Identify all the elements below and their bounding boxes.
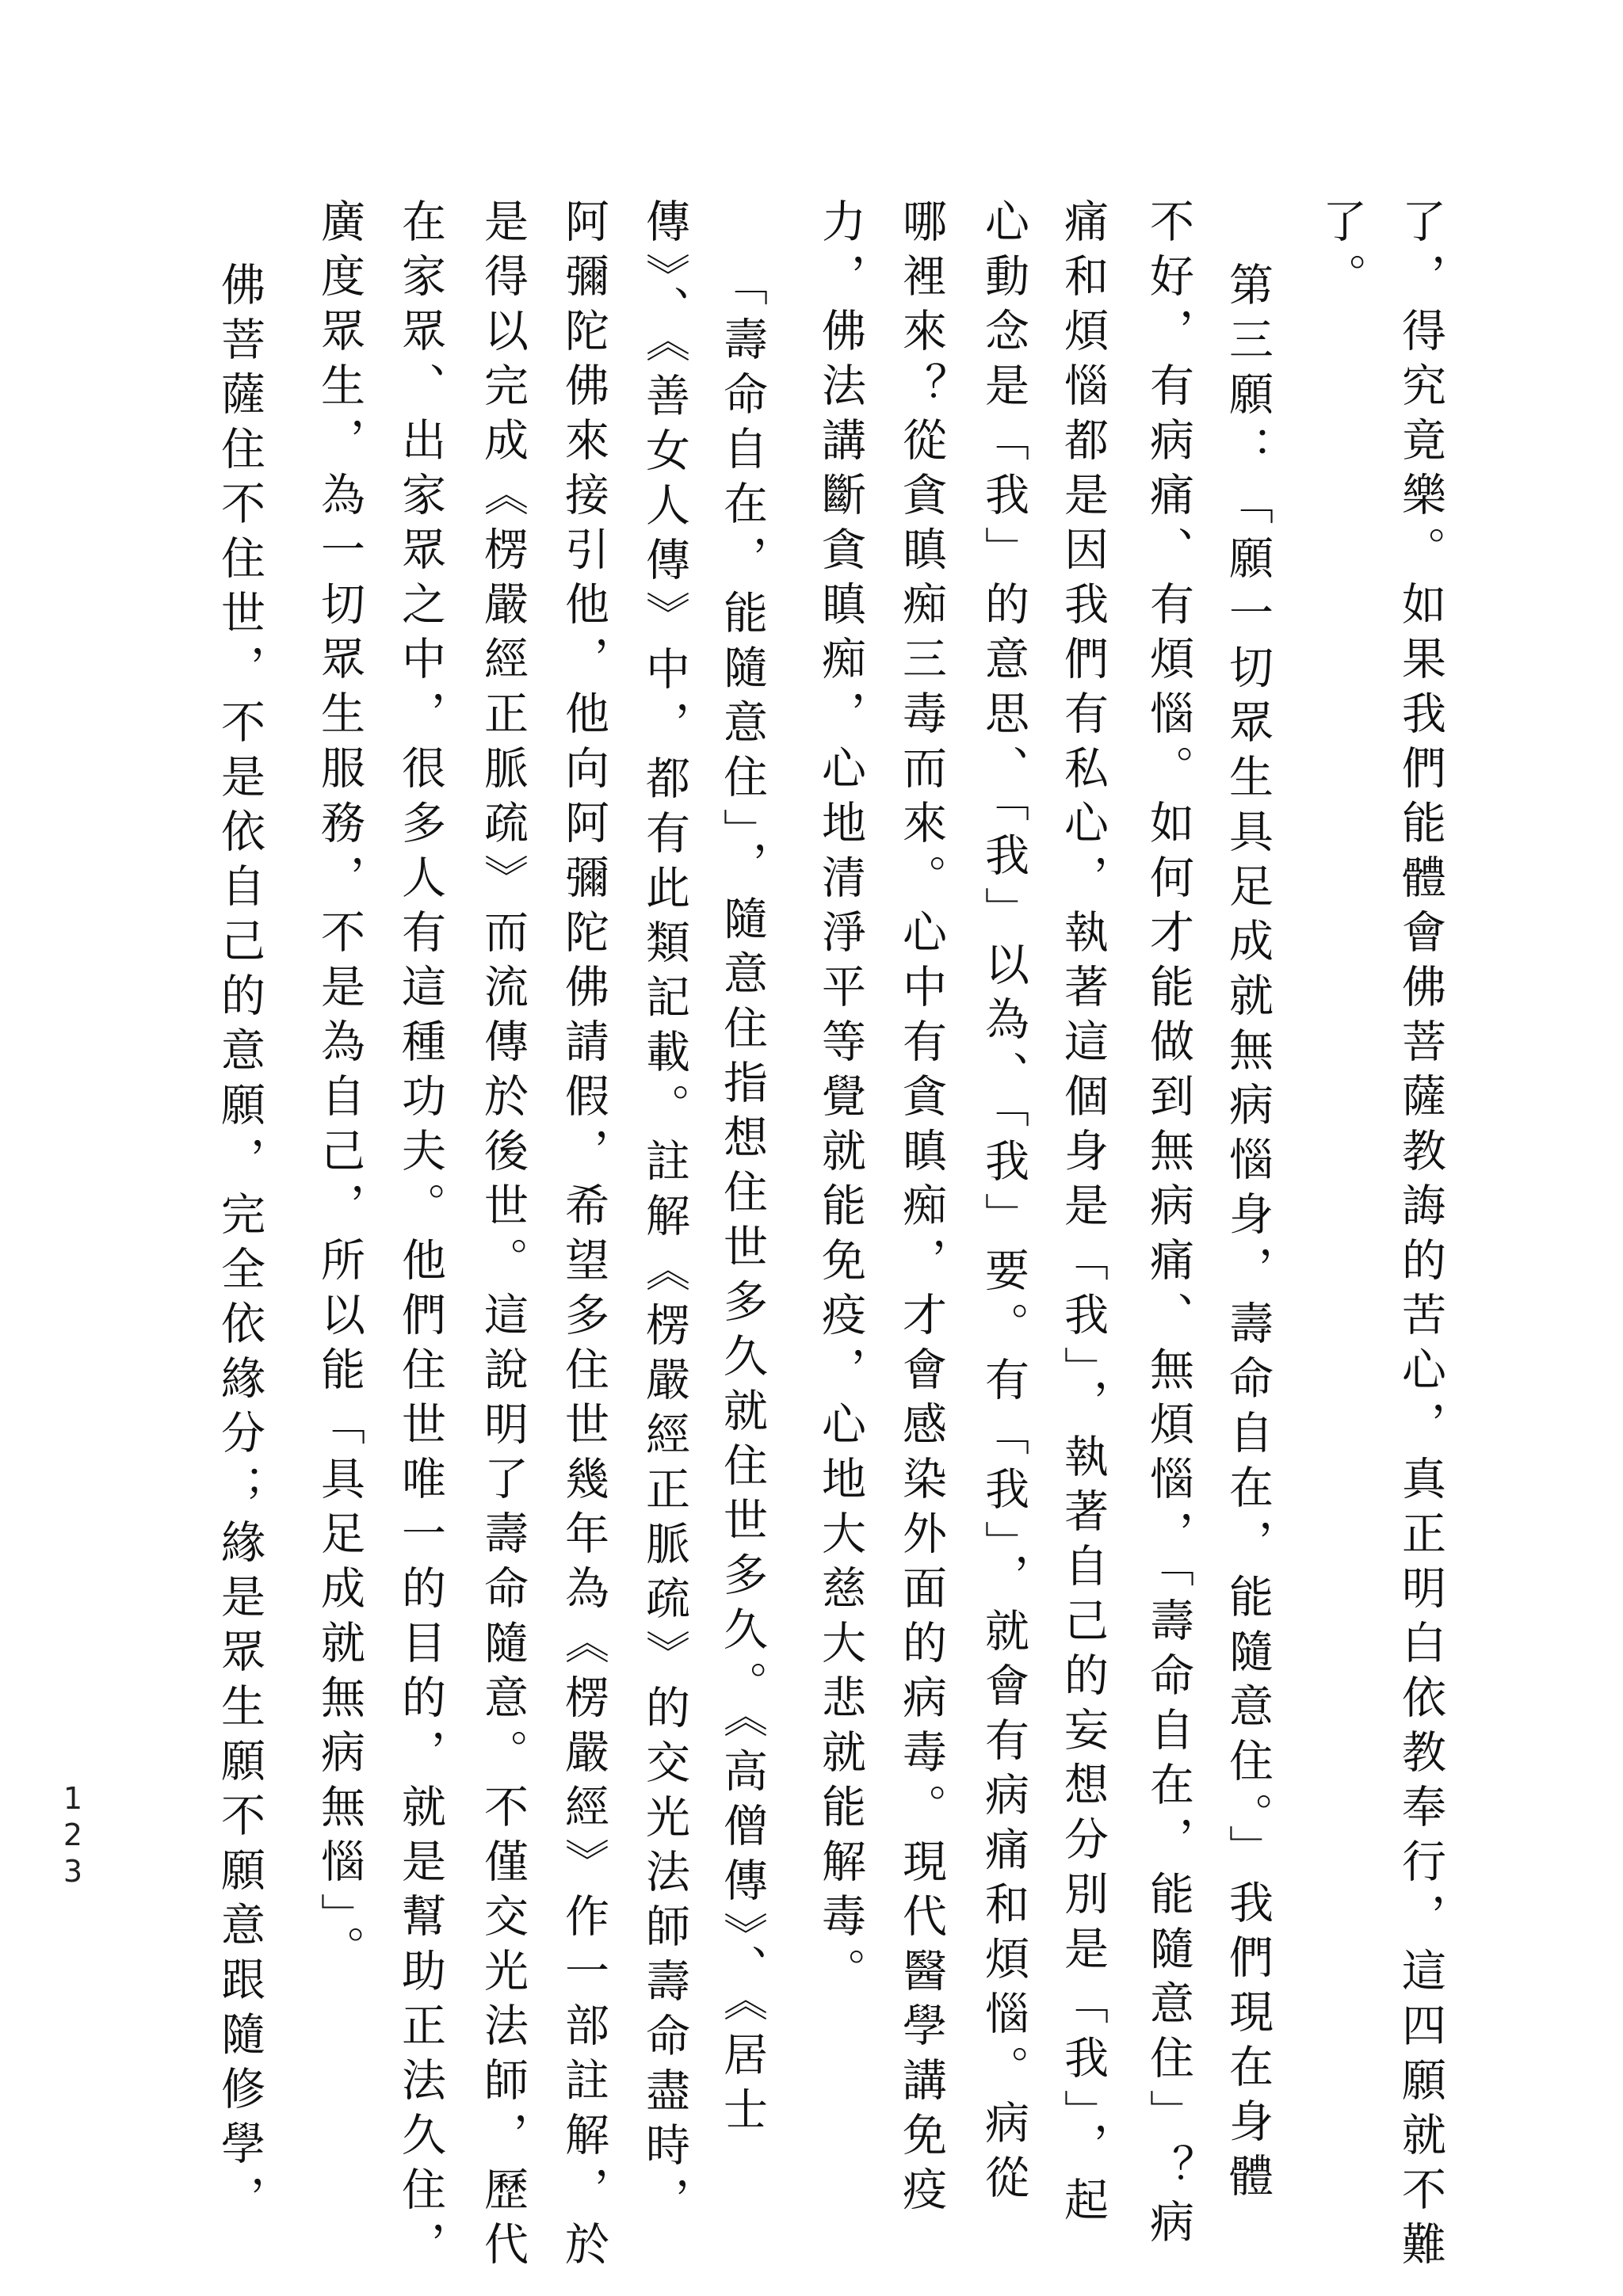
text-column: 傳》、《善女人傳》中，都有此類記載。註解《楞嚴經正脈疏》的交光法師壽命盡時， (639, 198, 690, 2231)
text-column: 不好，有病痛、有煩惱。如何才能做到無病痛、無煩惱，「壽命自在，能隨意住」？病 (1143, 198, 1194, 2253)
page-number: 123 (55, 1781, 90, 1890)
text-column: 痛和煩惱都是因我們有私心，執著這個身是「我」，執著自己的妄想分別是「我」，起 (1057, 198, 1109, 2231)
text-column: 「壽命自在，能隨意住」，隨意住指想住世多久就住世多久。《高僧傳》、《居士 (716, 261, 768, 2141)
text-column: 第三願：「願一切眾生具足成就無病惱身，壽命自在，能隨意住。」我們現在身體 (1222, 261, 1274, 2207)
text-column: 佛菩薩住不住世，不是依自己的意願，完全依緣分；緣是眾生願不願意跟隨修學， (214, 261, 265, 2229)
text-column: 廣度眾生，為一切眾生服務，不是為自己，所以能「具足成就無病無惱」。 (314, 198, 365, 1980)
text-column: 哪裡來？從貪瞋痴三毒而來。心中有貪瞋痴，才會感染外面的病毒。現代醫學講免疫 (896, 198, 947, 2221)
text-column: 心動念是「我」的意思、「我」以為、「我」要。有「我」，就會有病痛和煩惱。病從 (978, 198, 1029, 2209)
text-column: 在家眾、出家眾之中，很多人有這種功夫。他們住世唯一的目的，就是幫助正法久住， (395, 198, 446, 2275)
text-column: 了。 (1316, 198, 1367, 307)
text-column: 阿彌陀佛來接引他，他向阿彌陀佛請假，希望多住世幾年為《楞嚴經》作一部註解，於 (558, 198, 609, 2275)
text-column: 力，佛法講斷貪瞋痴，心地清淨平等覺就能免疫，心地大慈大悲就能解毒。 (815, 198, 866, 2002)
text-column: 了，得究竟樂。如果我們能體會佛菩薩教誨的苦心，真正明白依教奉行，這四願就不難 (1395, 198, 1446, 2275)
text-column: 是得以完成《楞嚴經正脈疏》而流傳於後世。這說明了壽命隨意。不僅交光法師，歷代 (477, 198, 529, 2275)
